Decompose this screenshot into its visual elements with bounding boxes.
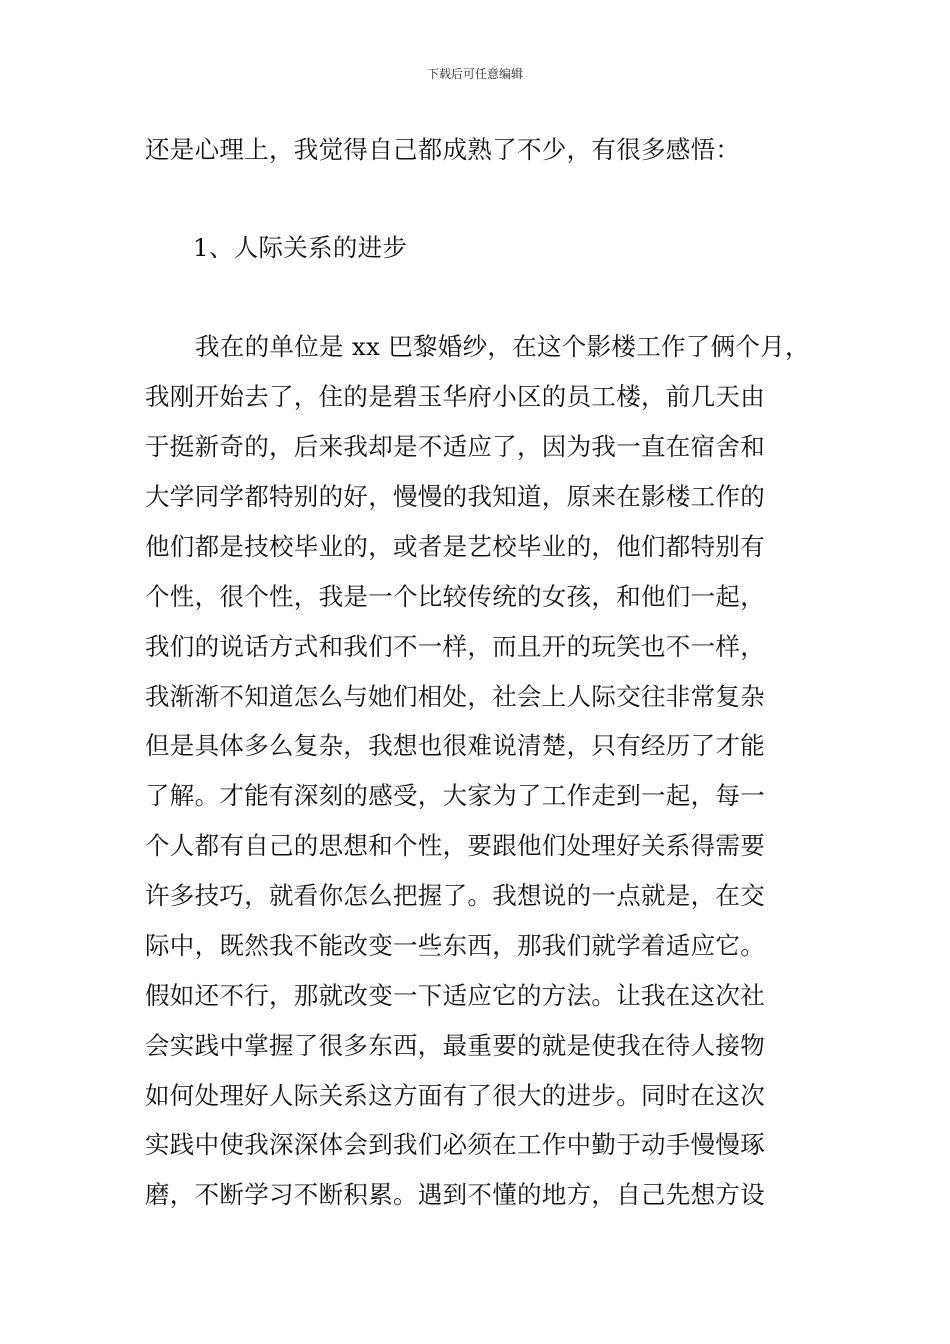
text-line: 许多技巧，就看你怎么把握了。我想说的一点就是，在交	[145, 881, 765, 910]
page-header: 下载后可任意编辑	[426, 67, 523, 81]
text-line: 实践中使我深深体会到我们必须在工作中勤于动手慢慢琢	[145, 1130, 765, 1159]
text-line: 我渐渐不知道怎么与她们相处，社会上人际交往非常复杂	[145, 682, 765, 711]
text-line: 但是具体多么复杂，我想也很难说清楚，只有经历了才能	[145, 731, 765, 760]
text-line: 他们都是技校毕业的，或者是艺校毕业的，他们都特别有	[145, 532, 765, 561]
text-line: 如何处理好人际关系这方面有了很大的进步。同时在这次	[145, 1081, 765, 1110]
text-line: 了解。才能有深刻的感受，大家为了工作走到一起，每一	[145, 781, 765, 810]
section-heading: 1、人际关系的进步	[193, 233, 408, 262]
text-line: 个人都有自己的思想和个性，要跟他们处理好关系得需要	[145, 831, 765, 860]
text-line: 我刚开始去了，住的是碧玉华府小区的员工楼，前几天由	[145, 382, 765, 411]
text-line: 大学同学都特别的好，慢慢的我知道，原来在影楼工作的	[145, 482, 765, 511]
text-line: 假如还不行，那就改变一下适应它的方法。让我在这次社	[145, 981, 765, 1010]
text-line: 于挺新奇的，后来我却是不适应了，因为我一直在宿舍和	[145, 432, 765, 461]
text-line: 际中，既然我不能改变一些东西，那我们就学着适应它。	[145, 931, 765, 960]
text-line: 还是心理上，我觉得自己都成熟了不少，有很多感悟：	[145, 135, 741, 164]
text-line: 我们的说话方式和我们不一样，而且开的玩笑也不一样，	[145, 632, 765, 661]
text-line: 我在的单位是 xx 巴黎婚纱，在这个影楼工作了俩个月，	[195, 332, 810, 361]
text-line: 个性，很个性，我是一个比较传统的女孩，和他们一起，	[145, 582, 765, 611]
text-line: 磨，不断学习不断积累。遇到不懂的地方，自己先想方设	[145, 1180, 765, 1209]
text-line: 会实践中掌握了很多东西，最重要的就是使我在待人接物	[145, 1031, 765, 1060]
